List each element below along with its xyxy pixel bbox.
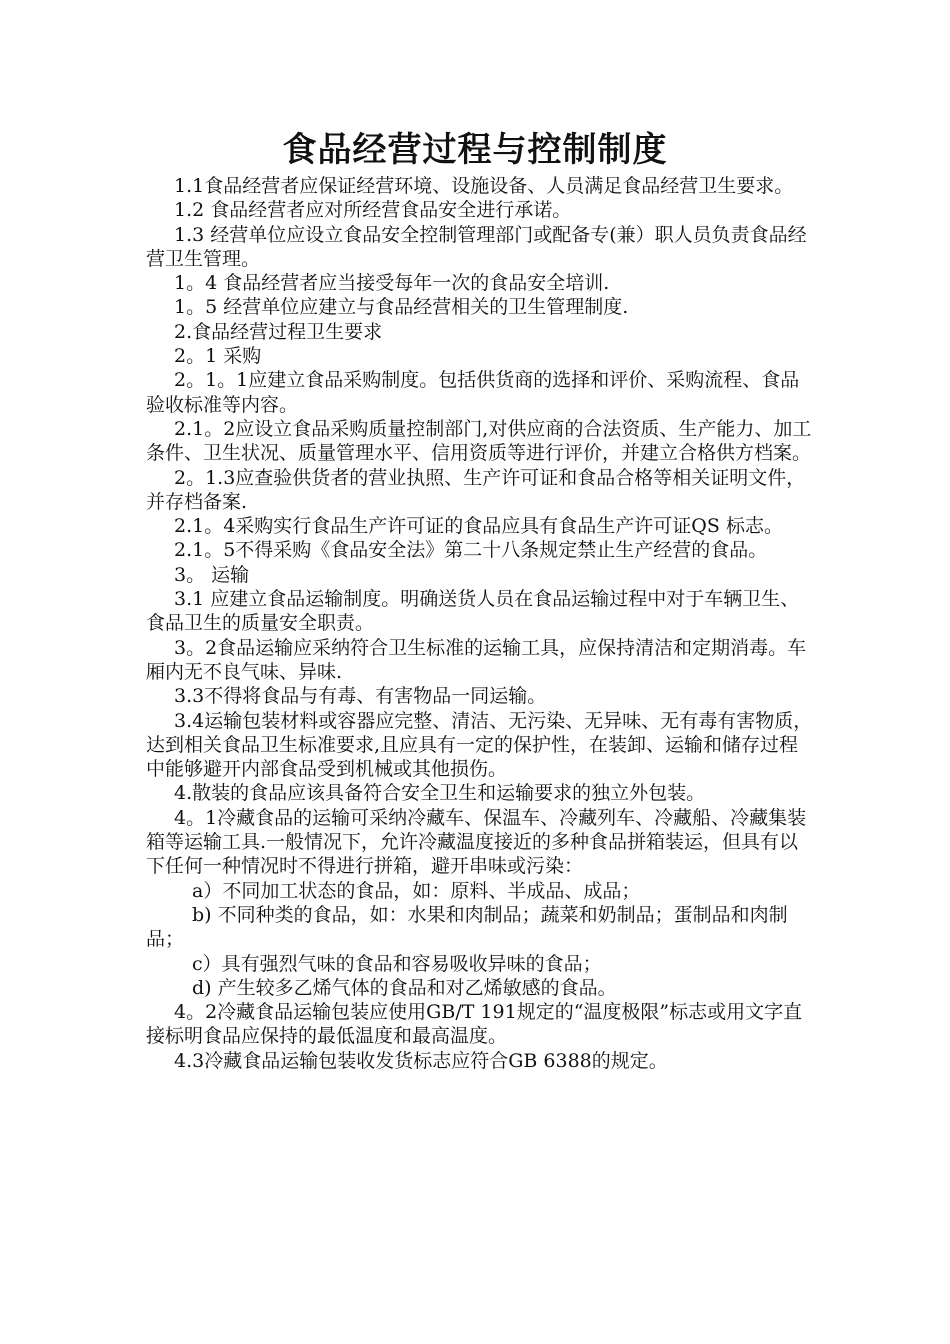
list-item-c: c）具有强烈气味的食品和容易吸收异味的食品； bbox=[192, 952, 602, 975]
list-item-d: d) 产生较多乙烯气体的食品和对乙烯敏感的食品。 bbox=[192, 976, 617, 999]
paragraph-1-4: 1。4 食品经营者应当接受每年一次的食品安全培训. bbox=[174, 272, 610, 295]
paragraph-3-2: 3。2食品运输应采纳符合卫生标准的运输工具，应保持清洁和定期消毒。车厢内无不良气味、异味. bbox=[146, 636, 807, 683]
document-body bbox=[146, 174, 814, 1073]
paragraph-2-1-2: 2.1。2应设立食品采购质量控制部门,对供应商的合法资质、生产能力、加工条件、卫生状况、质量管理水平、信用资质等进行评价，并建立合格供方档案。 bbox=[146, 417, 812, 465]
list-item-a: a）不同加工状态的食品，如：原料、半成品、成品； bbox=[192, 879, 641, 902]
paragraph-3-4: 3.4运输包装材料或容器应完整、清洁、无污染、无异味、无有毒有害物质，达到相关食品卫生标准要求,且应具有一定的保护性，在装卸、运输和储存过程中能够避开内部食品受到机械或其他损伤。 bbox=[146, 709, 813, 781]
paragraph-1-5: 1。5 经营单位应建立与食品经营相关的卫生管理制度. bbox=[174, 296, 629, 319]
paragraph-4-3: 4.3冷藏食品运输包装收发货标志应符合GB 6388的规定。 bbox=[174, 1049, 668, 1072]
paragraph-1-3: 1.3 经营单位应设立食品安全控制管理部门或配备专(兼）职人员负责食品经营卫生管理。 bbox=[146, 223, 807, 270]
paragraph-2-1-5: 2.1。5不得采购《食品安全法》第二十八条规定禁止生产经营的食品。 bbox=[174, 539, 768, 562]
paragraph-2-1-4: 2.1。4采购实行食品生产许可证的食品应具有食品生产许可证QS 标志。 bbox=[174, 515, 783, 538]
paragraph-4-1: 4。1冷藏食品的运输可采纳冷藏车、保温车、冷藏列车、冷藏船、冷藏集装箱等运输工具.一般情况下，允许冷藏温度接近的多种食品拼箱装运，但具有以下任何一种情况时不得进行拼箱，避开串味或污染： bbox=[146, 806, 807, 878]
paragraph-3-1: 3.1 应建立食品运输制度。明确送货人员在食品运输过程中对于车辆卫生、食品卫生的质量安全职责。 bbox=[146, 588, 800, 635]
paragraph-4-2: 4。2冷藏食品运输包装应使用GB/T 191规定的“温度极限”标志或用文字直接标明食品应保持的最低温度和最高温度。 bbox=[146, 1001, 803, 1048]
section-heading-3: 3。 运输 bbox=[174, 563, 250, 586]
section-heading-2: 2.食品经营过程卫生要求 bbox=[174, 320, 383, 343]
document-title: 食品经营过程与控制制度 bbox=[282, 130, 668, 170]
subsection-heading-2-1: 2。1 采购 bbox=[174, 345, 262, 368]
paragraph-2-1-1: 2。1。1应建立食品采购制度。包括供货商的选择和评价、采购流程、食品验收标准等内容。 bbox=[146, 369, 800, 416]
paragraph-1-2: 1.2 食品经营者应对所经营食品安全进行承诺。 bbox=[174, 199, 572, 222]
paragraph-3-3: 3.3不得将食品与有毒、有害物品一同运输。 bbox=[174, 685, 547, 708]
paragraph-1-1: 1.1食品经营者应保证经营环境、设施设备、人员满足食品经营卫生要求。 bbox=[174, 175, 794, 197]
list-item-b: b) 不同种类的食品，如：水果和肉制品；蔬菜和奶制品；蛋制品和肉制品； bbox=[146, 903, 788, 951]
paragraph-2-1-3: 2。1.3应查验供货者的营业执照、生产许可证和食品合格等相关证明文件，并存档备案. bbox=[146, 466, 806, 513]
paragraph-4: 4.散装的食品应该具备符合安全卫生和运输要求的独立外包装。 bbox=[174, 782, 706, 805]
